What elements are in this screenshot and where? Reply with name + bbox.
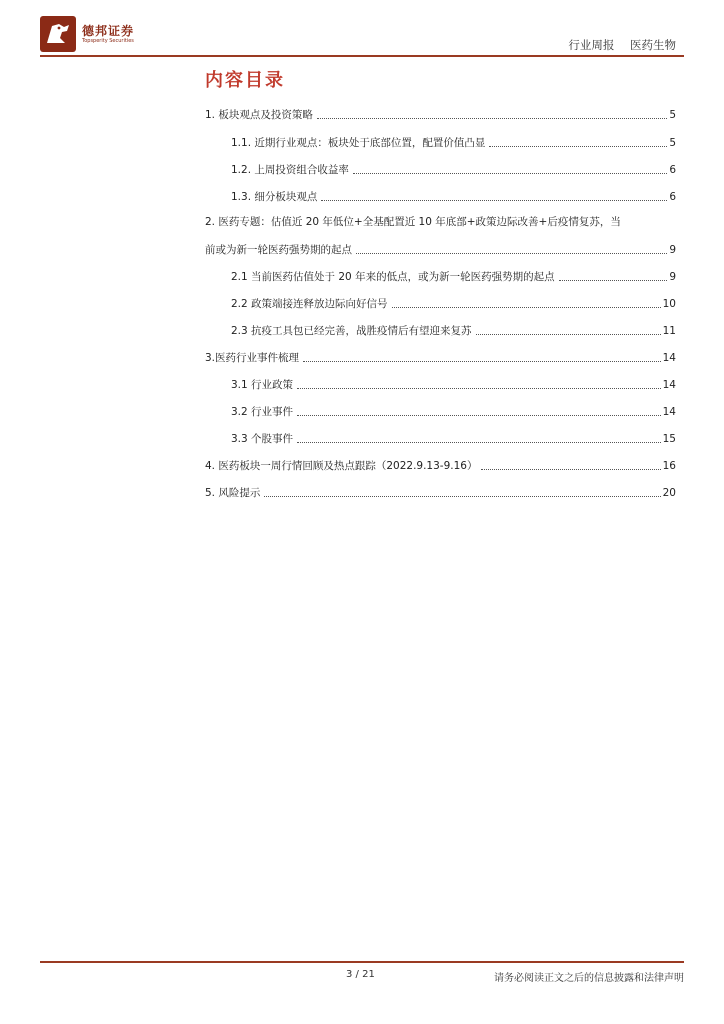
toc-page-number: 5 (669, 109, 676, 121)
toc-entry-3-1[interactable] (231, 374, 676, 392)
toc-leader (559, 279, 668, 281)
toc-leader (356, 252, 667, 254)
toc-entry-label: 2.1 当前医药估值处于 20 年来的低点，或为新一轮医药强势期的起点 (231, 271, 555, 283)
header-divider (40, 55, 684, 57)
toc-entry-2-continued[interactable] (205, 239, 676, 257)
toc-entry-label: 5. 风险提示 (205, 487, 261, 499)
toc-page-number: 9 (669, 244, 676, 256)
page-indicator: 3 / 21 (346, 969, 375, 980)
toc-entry-label: 前或为新一轮医药强势期的起点 (205, 244, 352, 256)
toc-entry-label: 2.3 抗疫工具包已经完善，战胜疫情后有望迎来复苏 (231, 325, 472, 337)
toc-entry-3-2[interactable] (231, 401, 676, 419)
toc-page-number: 15 (662, 433, 676, 445)
toc-leader (297, 441, 661, 443)
toc-entry-4[interactable] (205, 455, 676, 473)
toc-page-number: 14 (662, 379, 676, 391)
toc-leader (476, 333, 661, 335)
toc-leader (317, 117, 667, 119)
toc-page-number: 14 (662, 406, 676, 418)
toc-leader (489, 145, 667, 147)
company-logo (40, 16, 150, 52)
footer-divider (40, 961, 684, 963)
toc-leader (392, 306, 661, 308)
disclaimer-note: 请务必阅读正文之后的信息披露和法律声明 (494, 973, 684, 984)
toc-entry-1-1[interactable] (231, 132, 676, 150)
report-type: 行业周报 (568, 38, 615, 52)
toc-entry-label: 1.1. 近期行业观点：板块处于底部位置，配置价值凸显 (231, 137, 486, 149)
toc-leader (264, 495, 660, 497)
toc-leader (321, 199, 667, 201)
toc-entry-1[interactable] (205, 104, 676, 122)
toc-entry-label: 1.3. 细分板块观点 (231, 191, 318, 203)
toc-leader (481, 468, 660, 470)
toc-page-number: 9 (669, 271, 676, 283)
toc-entry-1-3[interactable] (231, 186, 676, 204)
toc-page-number: 16 (662, 460, 676, 472)
toc-entry-label: 3.医药行业事件梳理 (205, 352, 300, 364)
toc-entry-label: 3.3 个股事件 (231, 433, 294, 445)
toc-entry-label: 2. 医药专题：估值近 20 年低位+全基配置近 10 年底部+政策边际改善+后疫情复苏，当 (205, 216, 621, 228)
company-name-en: Topsperity Securities (82, 38, 134, 44)
toc-entry-label: 3.1 行业政策 (231, 379, 294, 391)
sector-name: 医药生物 (630, 38, 676, 52)
toc-entry-2[interactable] (205, 211, 676, 229)
toc-page-number: 20 (662, 487, 676, 499)
toc-page-number: 14 (662, 352, 676, 364)
toc-entry-2-3[interactable] (231, 320, 676, 338)
toc-entry-3[interactable] (205, 347, 676, 365)
toc-entry-2-2[interactable] (231, 293, 676, 311)
header-tags (568, 37, 676, 53)
company-name: 德邦证券 (82, 24, 135, 38)
toc-page-number: 10 (662, 298, 676, 310)
toc-entry-2-1[interactable] (231, 266, 676, 284)
toc-entry-3-3[interactable] (231, 428, 676, 446)
company-logo-icon (40, 16, 76, 52)
toc-entry-label: 3.2 行业事件 (231, 406, 294, 418)
toc-entry-label: 1. 板块观点及投资策略 (205, 109, 313, 121)
toc-entry-label: 1.2. 上周投资组合收益率 (231, 164, 349, 176)
toc-entry-5[interactable] (205, 482, 676, 500)
toc-page-number: 5 (669, 137, 676, 149)
toc-leader (353, 172, 667, 174)
toc-entry-label: 2.2 政策端接连释放边际向好信号 (231, 298, 388, 310)
toc-page-number: 11 (662, 325, 676, 337)
toc-entry-label: 4. 医药板块一周行情回顾及热点跟踪（2022.9.13-9.16） (205, 460, 478, 472)
toc-page-number: 6 (669, 191, 676, 203)
toc-leader (303, 360, 661, 362)
toc-leader (297, 414, 661, 416)
toc-page-number: 6 (669, 164, 676, 176)
toc-title: 内容目录 (205, 70, 285, 91)
toc-leader (297, 387, 661, 389)
toc-entry-1-2[interactable] (231, 159, 676, 177)
